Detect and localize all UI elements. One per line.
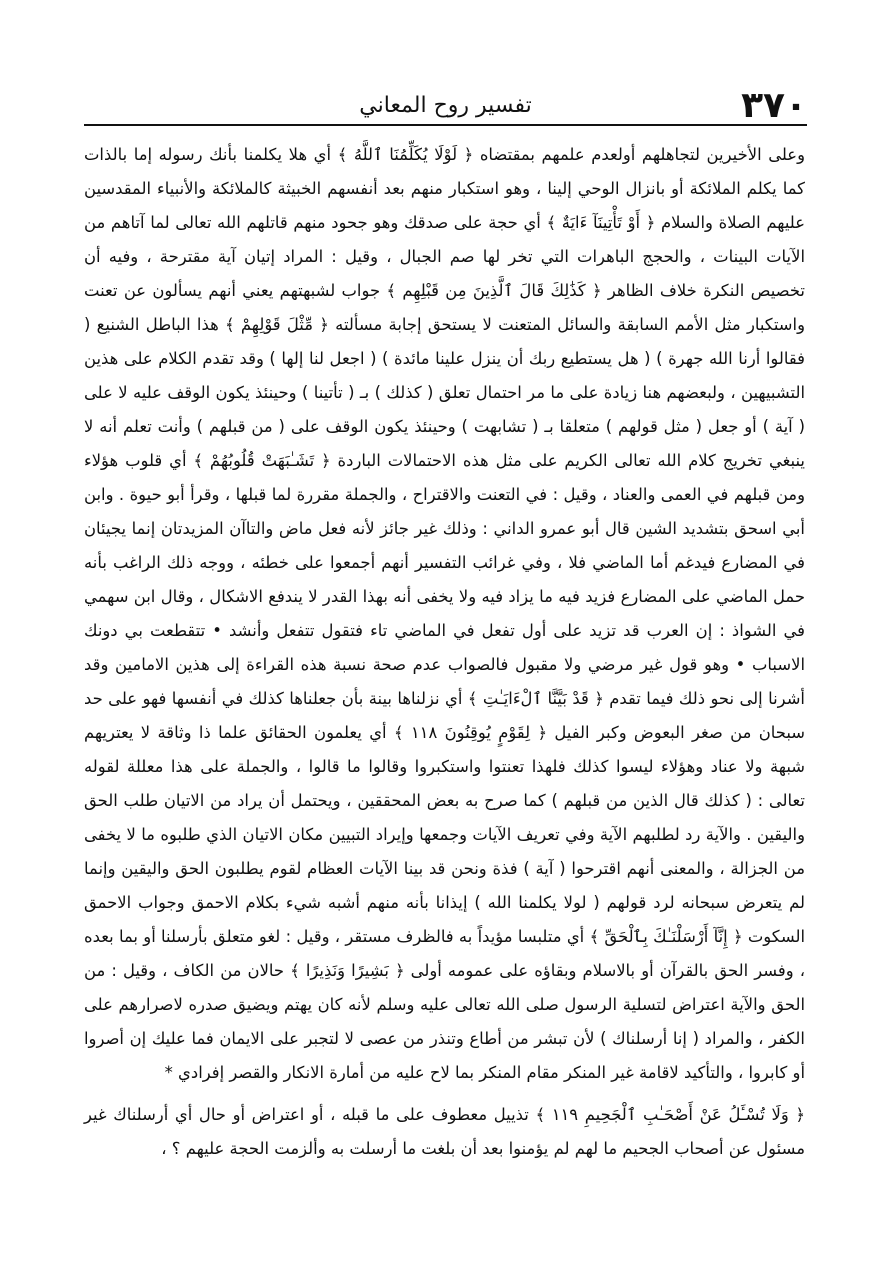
running-title: تفسير روح المعاني [359, 93, 532, 118]
body-text [84, 138, 805, 1236]
page-number: ٣٧٠ [741, 85, 807, 126]
paragraph: وعلى الأخيرين لتجاهلهم أولعدم علمهم بمقتضاه ﴿ لَوْلَا يُكَلِّمُنَا ٱللَّهُ ﴾ أي هلا يكلمنا بأنك رسوله إما بالذات كما يكلم الملائكة أو بانزال الوحي إلينا ، وهو استكبار منهم بعد أنفسهم الخبيثة كالملائكة والأنبياء المقدسين عليهم الصلاة والسلام ﴿ أَوْ تَأْتِينَآ ءَايَةٌ ﴾ أي حجة على صدقك وهو جحود منهم قاتلهم الله تعالى لما آتاهم من الآيات البينات ، والحجج الباهرات التي تخر لها صم الجبال ، وقيل : المراد إتيان آية مقترحة ، وفيه أن تخصيص النكرة خلاف الظاهر ﴿ كَذَٰلِكَ قَالَ ٱلَّذِينَ مِن قَبْلِهِم ﴾ جواب لشبهتهم يعني أنهم يسألون عن تعنت واستكبار مثل الأمم السابقة والسائل المتعنت لا يستحق إجابة مسألته ﴿ مِّثْلَ قَوْلِهِمْ ﴾ هذا الباطل الشنيع ( فقالوا أرنا الله جهرة ) ( هل يستطيع ربك أن ينزل علينا مائدة ) ( اجعل لنا إلها ) وقد تقدم الكلام على هذين التشبيهين ، ولبعضهم هنا زيادة على ما مر احتمال تعلق ( كذلك ) بـ ( تأتينا ) وحينئذ يكون الوقف عليه لا على ( آية ) أو جعل ( مثل قولهم ) متعلقا بـ ( تشابهت ) وحينئذ يكون الوقف على ( من قبلهم ) وأنت تعلم أنه لا ينبغي تخريج كلام الله تعالى الكريم على مثل هذه الاحتمالات الباردة ﴿ تَشَـٰبَهَتْ قُلُوبُهُمْ ﴾ أي قلوب هؤلاء ومن قبلهم في العمى والعناد ، وقيل : في التعنت والاقتراح ، والجملة مقررة لما قبلها ، وقرأ أبو حيوة . وابن أبي اسحق بتشديد الشين قال أبو عمرو الداني : وذلك غير جائز لأنه فعل ماض والتاآن المزيدتان إنما يجيئان في المضارع فيدغم أما الماضي فلا ، وفي غرائب التفسير أنهم أجمعوا على خطئه ، ووجه ذلك الراغب بأنه حمل الماضي على المضارع فزيد فيه ما يزاد فيه ولا يخفى أنه بهذا القدر لا يندفع الاشكال ، وقال ابن سهمي في الشواذ : إن العرب قد تزيد على أول تفعل في الماضي تاء فتقول تتفعل وأنشد • تتقطعت بي دونك الاسباب • وهو قول غير مرضي ولا مقبول فالصواب عدم صحة نسبة هذه القراءة إلى هذين الامامين وقد أشرنا إلى نحو ذلك فيما تقدم ﴿ قَدْ بَيَّنَّا ٱلْءَايَـٰتِ ﴾ أي نزلناها بينة بأن جعلناها كذلك في أنفسها فهو على حد سبحان من صغر البعوض وكبر الفيل ﴿ لِقَوْمٍ يُوقِنُونَ ١١٨ ﴾ أي يعلمون الحقائق علما ذا وثاقة لا يعتريهم شبهة ولا عناد وهؤلاء ليسوا كذلك فلهذا تعنتوا واستكبروا وقالوا ما قالوا ، والجملة على هذا معللة لقوله تعالى : ( كذلك قال الذين من قبلهم ) كما صرح به بعض المحققين ، ويحتمل أن يراد من الاتيان طلب الحق واليقين . والآية رد لطلبهم الآية وفي تعريف الآيات وجمعها وإيراد التبيين مكان الاتيان الذي طلبوه ما لا يخفى من الجزالة ، والمعنى أنهم اقترحوا ( آية ) فذة ونحن قد بينا الآيات العظام لقوم يطلبون الحق واليقين وإنما لم يتعرض سبحانه لرد قولهم ( لولا يكلمنا الله ) إيذانا بأنه منهم أشبه شيء بكلام الاحمق وجواب الاحمق السكوت ﴿ إِنَّآ أَرْسَلْنَـٰكَ بِٱلْحَقِّ ﴾ أي متلبسا مؤيداً به فالظرف مستقر ، وقيل : لغو متعلق بأرسلنا أو بما بعده ، وفسر الحق بالقرآن أو بالاسلام وبقاؤه على عمومه أولى ﴿ بَشِيرًا وَنَذِيرًا ﴾ حالان من الكاف ، وقيل : من الحق والآية اعتراض لتسلية الرسول صلى الله تعالى عليه وسلم لأنه كان يهتم ويضيق صدره لاصرارهم على الكفر ، والمراد ( إنا أرسلناك ) لأن تبشر من أطاع وتنذر من عصى لا لتجبر على الايمان فما عليك إن أصروا أو كابروا ، والتأكيد لاقامة غير المنكر مقام المنكر بما لاح عليه من أمارة الانكار والقصر إفرادي * [84, 145, 805, 1082]
paragraph: ﴿ وَلَا تُسْـَٔلُ عَنْ أَصْحَـٰبِ ٱلْجَحِيمِ ١١٩ ﴾ تذييل معطوف على ما قبله ، أو اعتراض أو حال أي أرسلناك غير مسئول عن أصحاب الجحيم ما لهم لم يؤمنوا بعد أن بلغت ما أرسلت به وألزمت الحجة عليهم ؟ ، [84, 1105, 805, 1158]
header-rule [84, 124, 807, 126]
page-header [84, 86, 807, 126]
